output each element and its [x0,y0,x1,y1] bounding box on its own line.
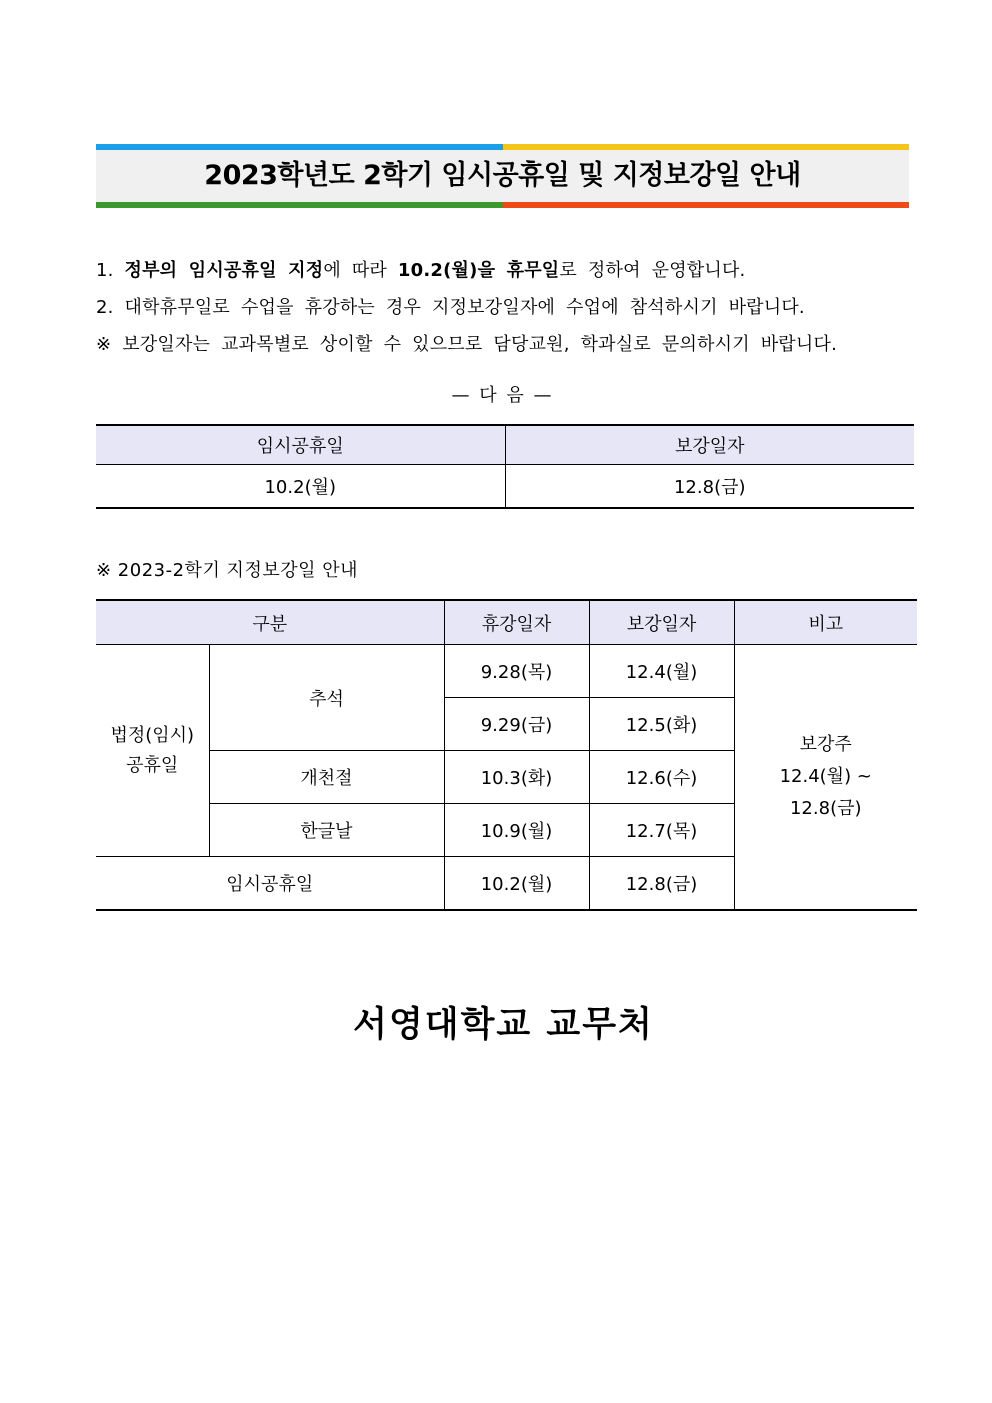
cell-name-chuseok: 추석 [209,645,444,751]
table-row [96,645,917,698]
cell-group-legal-holiday: 법정(임시) 공휴일 [96,645,209,857]
cell-makeup-date: 12.4(월) [589,645,734,698]
header-makeup-date: 보강일자 [589,600,734,645]
cell-name-temp-holiday: 임시공휴일 [96,857,444,911]
cell-makeup-date: 12.5(화) [589,698,734,751]
title-bar-bottom-green [96,202,503,208]
cell-makeup-date: 12.7(목) [589,804,734,857]
cell-makeup-date: 12.8(금) [589,857,734,911]
cell-off-date: 10.2(월) [444,857,589,911]
notice-line-1 [96,258,745,284]
remark-line-2: 12.4(월) ~ [779,766,872,787]
table-row [96,465,914,509]
section-heading-next: — 다 음 — [451,385,554,406]
cell-off-date: 9.29(금) [444,698,589,751]
page-title: 2023학년도 2학기 임시공휴일 및 지정보강일 안내 [204,160,801,191]
cell-off-date: 10.3(화) [444,751,589,804]
cell-off-date: 10.9(월) [444,804,589,857]
issuer-signature: 서영대학교 교무처 [353,1005,654,1045]
cell-name-gaecheonjeol: 개천절 [209,751,444,804]
makeup-schedule-table [96,599,917,911]
notice-1-number: 1. [96,260,114,281]
notice-1-text-1: 에 따라 [323,260,398,281]
header-off-date: 휴강일자 [444,600,589,645]
cell-off-date: 9.28(목) [444,645,589,698]
notice-line-2: 2. 대학휴무일로 수업을 휴강하는 경우 지정보강일자에 수업에 참석하시기 바랍니다. [96,297,805,318]
remark-line-1: 보강주 [799,734,852,755]
cell-makeup-date: 12.8(금) [505,465,914,509]
cell-remark [734,645,917,911]
header-remark: 비고 [734,600,917,645]
title-bar-bottom-red [503,202,909,208]
schedule-subheading: ※ 2023-2학기 지정보강일 안내 [96,560,358,581]
notice-1-bold-2: 10.2(월)을 휴무일 [397,260,560,281]
notice-line-3: ※ 보강일자는 교과목별로 상이할 수 있으므로 담당교원, 학과실로 문의하시기 바랍니다. [96,334,837,355]
holiday-table [96,424,914,509]
notice-1-bold-1: 정부의 임시공휴일 지정 [124,260,324,281]
remark-line-3: 12.8(금) [789,798,862,819]
header-makeup-date: 보강일자 [505,425,914,465]
notice-1-text-2: 로 정하여 운영합니다. [559,260,746,281]
header-temp-holiday: 임시공휴일 [96,425,505,465]
cell-holiday-date: 10.2(월) [96,465,505,509]
table-header-row [96,425,914,465]
cell-name-hangeulnal: 한글날 [209,804,444,857]
cell-makeup-date: 12.6(수) [589,751,734,804]
title-banner [96,144,909,208]
table-header-row [96,600,917,645]
header-category: 구분 [96,600,444,645]
